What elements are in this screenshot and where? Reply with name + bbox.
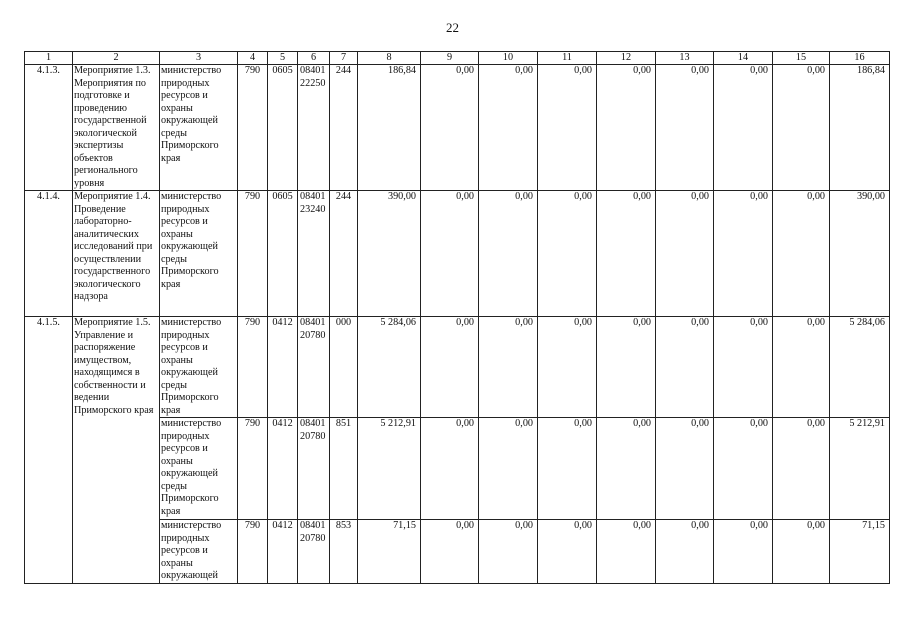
cell-value: 71,15 [358,520,421,584]
cell-target-code: 08401 23240 [298,191,330,317]
cell-value: 0,00 [656,191,714,317]
table-row [25,65,890,191]
cell-target-code: 08401 20780 [298,520,330,584]
cell-value: 0,00 [773,65,830,191]
cell-grbs: 790 [238,520,268,584]
cell-value: 0,00 [479,65,538,191]
cell-grbs: 790 [238,191,268,317]
cell-value: 0,00 [538,520,597,584]
executor: министерство природных ресурсов и охраны окружающей [160,520,238,584]
cell-expense-type: 244 [330,191,358,317]
cell-value: 0,00 [479,191,538,317]
cell-value: 0,00 [714,317,773,418]
cell-value: 0,00 [773,317,830,418]
cell-value: 0,00 [597,191,656,317]
cell-section: 0605 [268,65,298,191]
cell-value: 0,00 [597,317,656,418]
column-header: 7 [330,52,358,65]
column-header: 5 [268,52,298,65]
cell-total: 5 212,91 [830,418,890,520]
cell-value: 0,00 [479,520,538,584]
executor: министерство природных ресурсов и охраны окружающей среды Приморского края [160,65,238,191]
cell-total: 186,84 [830,65,890,191]
column-header: 1 [25,52,73,65]
cell-value: 0,00 [714,191,773,317]
event-name: Мероприятие 1.4. Проведение лабораторно-аналитических исследований при осуществлении государственного экологического надзора [73,191,160,317]
budget-table [24,51,890,584]
cell-value: 0,00 [773,191,830,317]
cell-total: 71,15 [830,520,890,584]
cell-expense-type: 853 [330,520,358,584]
cell-value: 0,00 [597,520,656,584]
cell-grbs: 790 [238,418,268,520]
column-header: 13 [656,52,714,65]
row-number: 4.1.5. [25,317,73,584]
cell-value: 0,00 [714,520,773,584]
executor: министерство природных ресурсов и охраны окружающей среды Приморского края [160,418,238,520]
cell-target-code: 08401 22250 [298,65,330,191]
cell-value: 0,00 [538,65,597,191]
cell-total: 390,00 [830,191,890,317]
cell-expense-type: 244 [330,65,358,191]
cell-value: 0,00 [421,418,479,520]
table-row [25,191,890,317]
page-number: 22 [446,20,459,35]
cell-section: 0412 [268,520,298,584]
event-name: Мероприятие 1.5. Управление и распоряжение имуществом, находящимся в собственности и ведении Приморского края [73,317,160,584]
cell-total: 5 284,06 [830,317,890,418]
column-number-header-row [25,52,890,65]
column-header: 16 [830,52,890,65]
cell-value: 0,00 [538,418,597,520]
cell-value: 0,00 [656,418,714,520]
column-header: 8 [358,52,421,65]
cell-section: 0412 [268,317,298,418]
cell-value: 0,00 [714,65,773,191]
column-header: 15 [773,52,830,65]
column-header: 10 [479,52,538,65]
column-header: 14 [714,52,773,65]
cell-value: 0,00 [421,191,479,317]
cell-value: 5 212,91 [358,418,421,520]
column-header: 9 [421,52,479,65]
cell-value: 0,00 [479,317,538,418]
cell-value: 0,00 [421,520,479,584]
cell-value: 0,00 [597,418,656,520]
row-number: 4.1.4. [25,191,73,317]
cell-section: 0605 [268,191,298,317]
cell-value: 0,00 [656,520,714,584]
cell-grbs: 790 [238,65,268,191]
cell-expense-type: 851 [330,418,358,520]
executor: министерство природных ресурсов и охраны окружающей среды Приморского края [160,317,238,418]
cell-value: 0,00 [421,317,479,418]
cell-value: 0,00 [714,418,773,520]
column-header: 11 [538,52,597,65]
cell-target-code: 08401 20780 [298,317,330,418]
cell-value: 0,00 [421,65,479,191]
cell-value: 0,00 [479,418,538,520]
cell-expense-type: 000 [330,317,358,418]
cell-target-code: 08401 20780 [298,418,330,520]
cell-value: 0,00 [538,191,597,317]
row-number: 4.1.3. [25,65,73,191]
cell-value: 5 284,06 [358,317,421,418]
cell-value: 0,00 [656,65,714,191]
column-header: 3 [160,52,238,65]
column-header: 4 [238,52,268,65]
cell-value: 186,84 [358,65,421,191]
cell-value: 0,00 [597,65,656,191]
column-header: 12 [597,52,656,65]
cell-section: 0412 [268,418,298,520]
executor: министерство природных ресурсов и охраны окружающей среды Приморского края [160,191,238,317]
column-header: 6 [298,52,330,65]
cell-value: 0,00 [773,520,830,584]
cell-value: 390,00 [358,191,421,317]
column-header: 2 [73,52,160,65]
cell-value: 0,00 [656,317,714,418]
table-row [25,317,890,418]
cell-grbs: 790 [238,317,268,418]
cell-value: 0,00 [773,418,830,520]
event-name: Мероприятие 1.3. Мероприятия по подготовке и проведению государственной экологической экспертизы объектов регионального уровня [73,65,160,191]
cell-value: 0,00 [538,317,597,418]
